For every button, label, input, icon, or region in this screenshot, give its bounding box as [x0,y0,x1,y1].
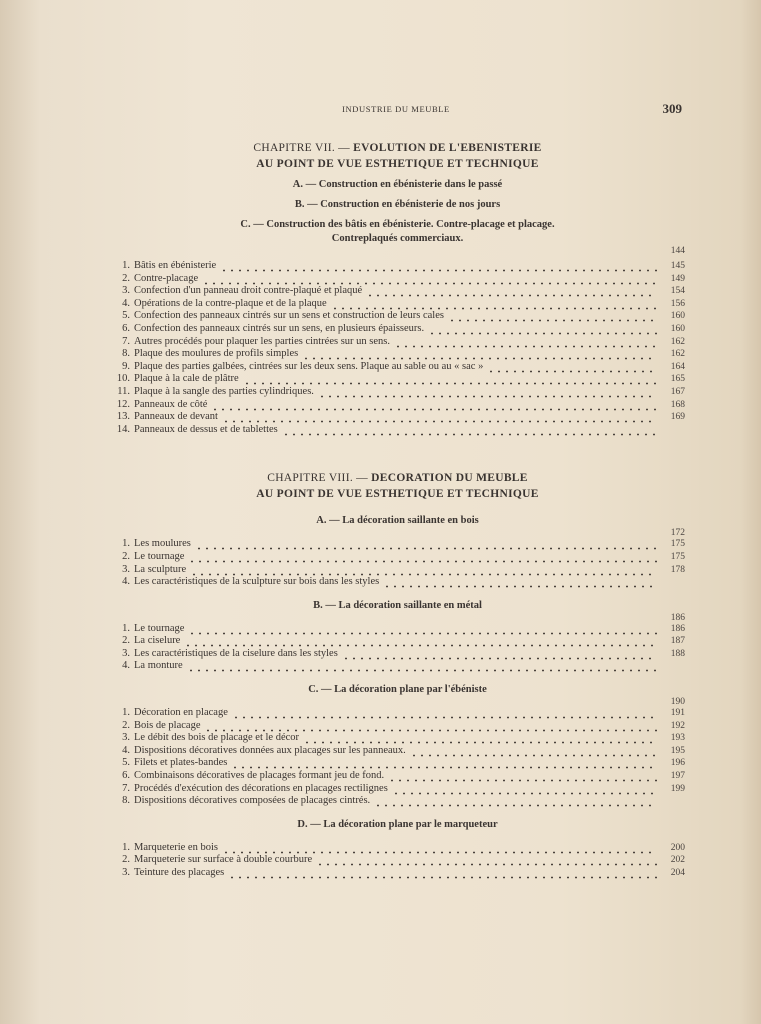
entry-number: 11. [117,385,130,397]
entry-page: 200 [670,842,685,853]
dot-leader [222,842,657,855]
entry-page: 186 [670,623,685,634]
toc-entry [110,783,685,796]
toc-entry [110,623,685,636]
toc-entry [110,648,685,661]
dot-leader [188,623,657,636]
entry-title: Combinaisons décoratives de placages formant jeu de fond. [134,770,385,782]
entry-page: 192 [670,720,685,731]
entry-number: 12. [116,398,130,410]
page-number: 309 [662,101,682,116]
dot-leader [232,707,657,720]
section-entries [110,842,685,880]
dot-leader [392,783,657,796]
entry-title: Plaque des moulures de profils simples [134,348,299,360]
chapter-7-title-line2: AU POINT DE VUE ESTHETIQUE ET TECHNIQUE [256,158,539,170]
toc-entry [110,854,685,867]
entry-title: Bâtis en ébénisterie [134,260,217,271]
toc-entry [110,660,685,673]
entry-number: 4. [122,297,130,309]
toc-entry [110,411,685,424]
dot-leader [303,732,657,745]
entry-title: Procédés d'exécution des décorations en placages rectilignes [134,782,388,794]
section-entries [110,538,685,588]
toc-entry [110,720,685,733]
dot-leader [282,424,657,437]
entry-page: 187 [670,636,685,647]
chapter-7-section-c-line1: C. — Construction des bâtis en ébénisterie. Contre-placage et placage. [240,219,555,230]
entry-title: La ciselure [134,635,181,647]
entry-number: 1. [122,260,130,271]
dot-leader [243,373,657,386]
chapter-7-lead: CHAPITRE VII. — [253,142,350,154]
dot-leader [374,795,657,808]
entry-title: Le tournage [134,622,185,634]
entry-number: 9. [122,360,130,372]
toc-entry [110,770,685,783]
dot-leader [204,720,657,733]
toc-entry [110,348,685,361]
toc-entry [110,373,685,386]
entry-title: Le débit des bois de placage et le décor [134,732,300,744]
entry-number: 7. [122,782,130,794]
toc-entry [110,424,685,437]
chapter-7-section-c-line2: Contreplaqués commerciaux. [331,233,464,244]
section-entries [110,707,685,808]
section-first-page [110,832,685,842]
chapter-8-title [110,470,685,486]
entry-page: 165 [670,374,685,385]
dot-leader [383,576,657,589]
toc-entry [110,538,685,551]
entry-number: 1. [122,841,130,853]
toc-entry [110,732,685,745]
dot-leader [188,551,657,564]
toc-entry [110,707,685,720]
entry-title: Les caractéristiques de la ciselure dans les styles [134,647,338,659]
dot-leader [195,538,657,551]
entry-page: 204 [670,868,685,878]
section-first-page: 186 [670,612,685,623]
entry-title: Panneaux de devant [134,411,218,423]
toc-entry [110,745,685,758]
entry-page: 191 [670,708,685,719]
dot-leader [410,745,657,758]
toc-entry [110,635,685,648]
entry-number: 14. [116,423,130,435]
entry-title: Marqueterie sur surface à double courbure [134,854,313,866]
running-head: INDUSTRIE DU MEUBLE [342,104,450,114]
section-entries [110,623,685,673]
toc-entry [110,285,685,298]
toc-entry [110,757,685,770]
entry-title: Confection d'un panneau droit contre-plaqué et plaqué [134,285,363,297]
entry-page: 188 [670,648,685,659]
entry-number: 3. [122,732,130,744]
page-header [110,101,682,118]
entry-page: 149 [670,273,685,284]
entry-page: 199 [670,783,685,794]
section-first-page: 172 [670,528,685,539]
chapter-7-title-rest: EVOLUTION DE L'EBENISTERIE [353,142,542,154]
entry-number: 3. [122,563,130,575]
entry-number: 3. [122,647,130,659]
entry-title: Décoration en placage [134,707,228,719]
dot-leader [302,348,657,361]
entry-page: 156 [670,298,685,309]
entry-title: Plaque des parties galbées, cintrées sur les deux sens. Plaque au sable ou au « sac » [134,360,484,372]
entry-number: 8. [122,795,130,807]
entry-title: Les caractéristiques de la sculpture sur bois dans les styles [134,576,380,588]
toc-entry [110,361,685,374]
toc-entry [110,298,685,311]
section-first-page: 190 [670,697,685,708]
entry-number: 10. [116,373,130,385]
entry-page: 154 [670,286,685,297]
dot-leader [190,564,657,577]
entry-number: 4. [122,660,130,672]
entry-title: Bois de placage [134,719,201,731]
entry-page: 162 [670,349,685,360]
toc-entry [110,867,685,880]
toc-entry [110,260,685,273]
chapter-7-section-a: A. — Construction en ébénisterie dans le passé [292,179,503,190]
entry-title: Confection des panneaux cintrés sur un sens et construction de leurs cales [134,310,444,322]
entry-page: 168 [670,399,685,410]
entry-page: 162 [670,336,685,347]
dot-leader [222,411,657,424]
dot-leader [342,648,657,661]
entry-number: 3. [122,285,130,297]
chapter-8-section-heading: B. — La décoration saillante en métal [313,599,482,611]
chapter-8-title-line2: AU POINT DE VUE ESTHETIQUE ET TECHNIQUE [256,488,539,501]
entry-page: 160 [670,311,685,322]
entry-number: 13. [116,411,130,423]
dot-leader [388,770,657,783]
dot-leader [316,854,657,867]
dot-leader [184,635,657,648]
toc-entry [110,399,685,412]
dot-leader [331,298,657,311]
entry-title: Dispositions décoratives composées de placages cintrés. [134,795,371,807]
entry-page: 160 [670,323,685,334]
toc-entry [110,273,685,286]
dot-leader [202,273,657,286]
entry-number: 2. [122,550,130,562]
entry-title: Opérations de la contre-plaque et de la plaque [134,297,327,309]
entry-title: Autres procédés pour plaquer les parties cintrées sur un sens. [134,335,391,347]
entry-page: 193 [670,733,685,744]
entry-number: 2. [122,854,130,866]
entry-number: 3. [122,867,130,878]
dot-leader [366,285,657,298]
dot-leader [318,386,657,399]
entry-page: 202 [670,855,685,866]
entry-title: Panneaux de dessus et de tablettes [134,423,278,435]
entry-number: 6. [122,322,130,334]
toc-entry [110,323,685,336]
entry-number: 1. [122,707,130,719]
chapter-8-section-heading: C. — La décoration plane par l'ébéniste [308,684,487,696]
entry-number: 7. [122,335,130,347]
entry-title: Les moulures [134,538,191,550]
chapter-8-sections [110,514,685,879]
entry-title: Le tournage [134,550,185,562]
entry-title: Filets et plates-bandes [134,757,228,769]
dot-leader [211,399,657,412]
chapter-7-entries [110,260,685,436]
entry-title: Contre-placage [134,272,199,284]
entry-number: 4. [122,576,130,588]
entry-page: 178 [670,564,685,575]
chapter-8-lead: CHAPITRE VIII. — [267,472,368,485]
chapter-7-section-b: B. — Construction en ébénisterie de nos jours [294,199,501,210]
table-of-contents [110,140,685,880]
dot-leader [228,867,657,880]
toc-entry [110,576,685,589]
entry-title: La monture [134,660,183,672]
toc-entry [110,795,685,808]
chapter-8-section-heading: A. — La décoration saillante en bois [316,515,479,527]
chapter-8-section-heading: D. — La décoration plane par le marqueteur [297,818,498,830]
entry-number: 1. [122,538,130,550]
dot-leader [448,310,657,323]
entry-number: 8. [122,348,130,360]
entry-page: 167 [670,386,685,397]
toc-entry [110,551,685,564]
chapter-8-title-rest: DECORATION DU MEUBLE [371,472,528,485]
dot-leader [220,260,657,273]
entry-number: 4. [122,744,130,756]
chapter-gap [110,436,685,470]
entry-title: La sculpture [134,563,187,575]
dot-leader [187,660,657,673]
toc-entry [110,336,685,349]
entry-page: 164 [670,361,685,372]
chapter-7-title [110,140,685,156]
entry-page: 197 [670,771,685,782]
entry-page: 169 [670,412,685,423]
chapter-7-first-page: 144 [670,246,685,256]
entry-number: 1. [122,622,130,634]
entry-page: 175 [670,551,685,562]
dot-leader [487,361,657,374]
toc-entry [110,842,685,855]
entry-number: 2. [122,719,130,731]
dot-leader [394,336,657,349]
entry-title: Plaque à la cale de plâtre [134,373,239,385]
entry-number: 6. [122,770,130,782]
toc-entry [110,564,685,577]
entry-page: 175 [670,539,685,550]
entry-title: Plaque à la sangle des parties cylindriques. [134,385,314,397]
dot-leader [231,757,657,770]
entry-number: 2. [122,272,130,284]
entry-title: Marqueterie en bois [134,841,218,853]
entry-title: Teinture des placages [134,867,225,878]
entry-number: 5. [122,757,130,769]
entry-title: Dispositions décoratives données aux placages sur les panneaux. [134,744,406,756]
entry-number: 5. [122,310,130,322]
toc-entry [110,310,685,323]
entry-number: 2. [122,635,130,647]
entry-page: 195 [670,745,685,756]
entry-title: Confection des panneaux cintrés sur un sens, en plusieurs épaisseurs. [134,322,425,334]
entry-title: Panneaux de côté [134,398,208,410]
toc-entry [110,386,685,399]
entry-page: 145 [670,261,685,271]
entry-page: 196 [670,758,685,769]
dot-leader [428,323,657,336]
